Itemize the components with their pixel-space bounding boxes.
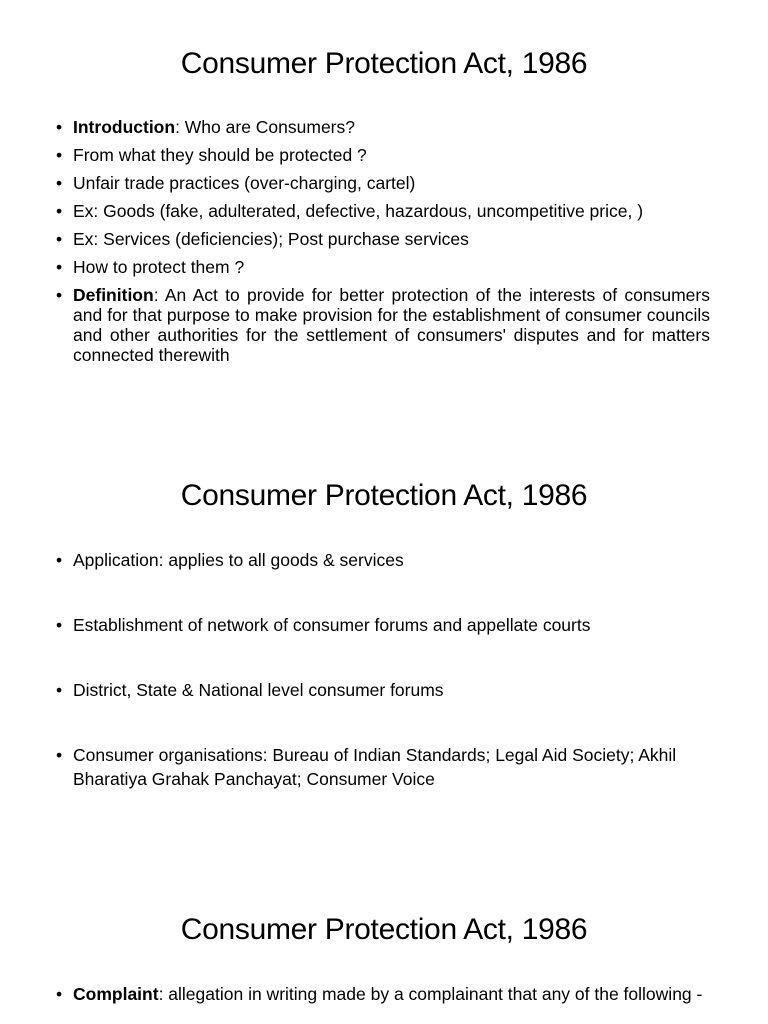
slide-title: Consumer Protection Act, 1986	[180, 479, 588, 512]
bullet-text: From what they should be protected ?	[73, 145, 367, 165]
bold-term: Introduction	[73, 117, 176, 137]
bullet-text: : Who are Consumers?	[175, 117, 355, 137]
bullet-text: : An Act to provide for better protection of the interests of consumers and for that purpose to make provision for the establishment of consumer councils and other authorities for the settlement of consumers' disputes and for matters connected therewith	[73, 285, 710, 365]
list-item	[56, 982, 710, 1006]
bold-term: Definition	[73, 285, 154, 305]
bullet-text: District, State & National level consumer forums	[73, 680, 444, 700]
slide-title: Consumer Protection Act, 1986	[180, 913, 588, 946]
bullet-text: Establishment of network of consumer forums and appellate courts	[73, 615, 591, 635]
bullet-list	[56, 982, 710, 1006]
bullet-text: Application: applies to all goods & services	[73, 550, 404, 570]
slide-title: Consumer Protection Act, 1986	[180, 47, 588, 80]
bullet-text: How to protect them ?	[73, 257, 245, 277]
bullet-text: Consumer organisations: Bureau of Indian Standards; Legal Aid Society; Akhil Bharatiya Grahak Panchayat; Consumer Voice	[73, 745, 677, 789]
bullet-text: Unfair trade practices (over-charging, cartel)	[73, 173, 416, 193]
bold-term: Complaint	[73, 984, 159, 1004]
bullet-text: : allegation in writing made by a complainant that any of the following -	[158, 984, 703, 1004]
bullet-text: Ex: Goods (fake, adulterated, defective, hazardous, uncompetitive price, )	[73, 201, 644, 221]
bullet-text: Ex: Services (deficiencies); Post purchase services	[73, 229, 469, 249]
